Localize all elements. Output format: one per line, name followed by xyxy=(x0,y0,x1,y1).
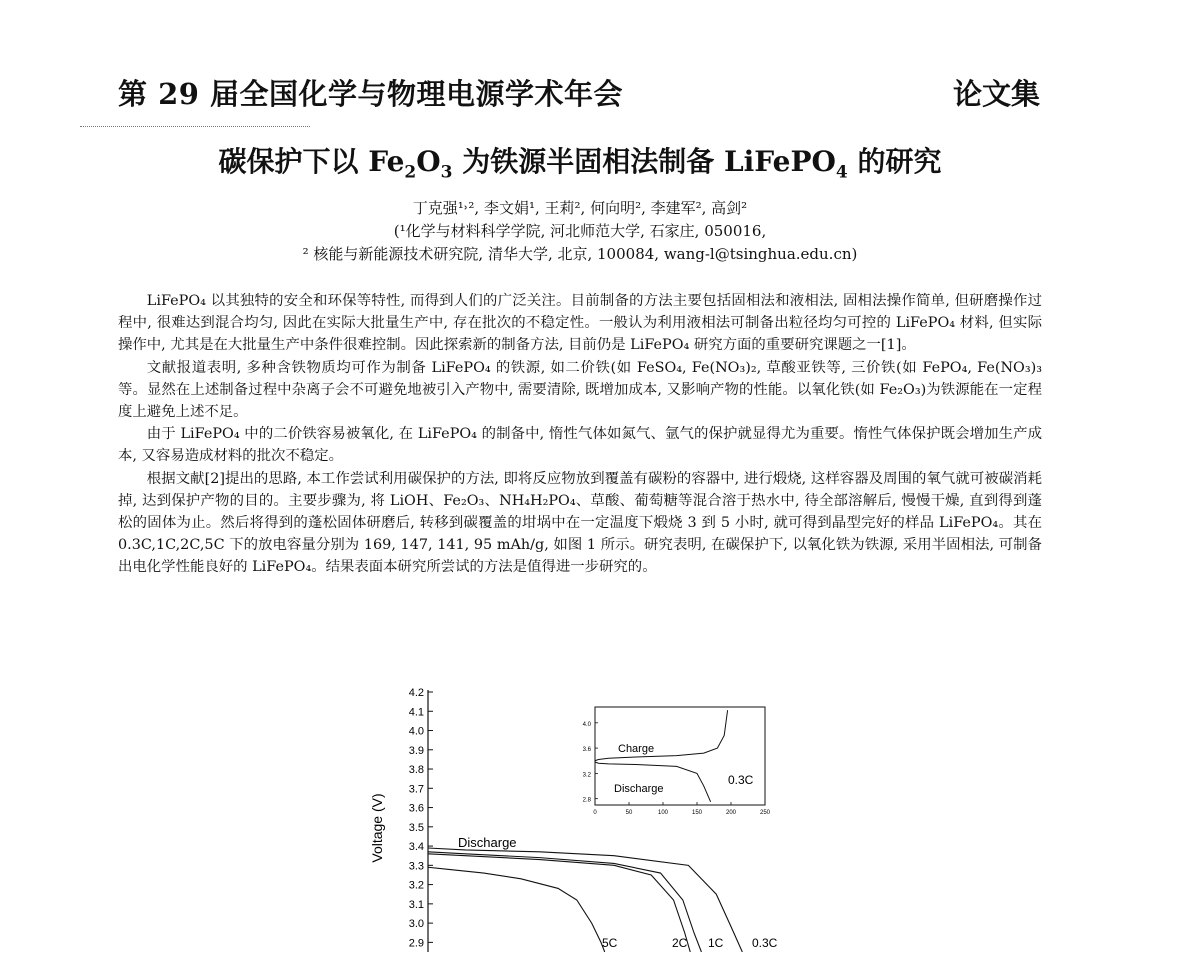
y-tick-label: 3.4 xyxy=(408,841,424,854)
y-tick-label: 3.0 xyxy=(408,918,424,931)
y-tick-label: 2.9 xyxy=(408,937,424,950)
body-text xyxy=(118,290,1042,579)
header-rule xyxy=(80,126,310,127)
inset-discharge-label: Discharge xyxy=(614,783,664,795)
discharge-label: Discharge xyxy=(458,835,517,850)
figure-1 xyxy=(370,680,800,952)
y-tick-label: 3.1 xyxy=(408,898,424,911)
y-tick-label: 3.9 xyxy=(408,744,424,757)
series-line-1C xyxy=(428,852,701,952)
inset-x-tick-label: 250 xyxy=(759,810,771,816)
y-tick-label: 4.2 xyxy=(408,687,424,699)
affiliation-2: ² 核能与新能源技术研究院, 清华大学, 北京, 100084, wang-l@tsinghua.edu.cn) xyxy=(302,245,858,263)
paragraph-1: LiFePO₄ 以其独特的安全和环保等特性, 而得到人们的广泛关注。目前制备的方法主要包括固相法和液相法, 固相法操作简单, 但研磨操作过程中, 很难达到混合均匀, 因此在实际大批量生产中, 存在批次的不稳定性。一般认为利用液相法可制备出粒径均匀可控的 LiFePO₄ 材料, 但实际操作中, 尤其是在大批量生产中条件很难控制。因此探索新的制备方法, 目前仍是 LiFePO₄ 研究方面的重要研究课题之一[1]。 xyxy=(118,293,1042,354)
inset-x-tick-label: 100 xyxy=(657,810,669,816)
inset-x-tick-label: 50 xyxy=(625,810,633,816)
series-line-5C xyxy=(428,867,605,952)
inset-y-tick-label: 4.0 xyxy=(582,721,591,728)
authors: 丁克强¹˒², 李文娟¹, 王莉², 何向明², 李建军², 高剑² xyxy=(412,199,748,217)
paper-title: 碳保护下以 $Fe_2O_3$ 为铁源半固相法制备 LiFePO$_4$ 的研究 xyxy=(218,145,942,183)
y-tick-label: 3.6 xyxy=(408,802,424,815)
y-tick-label: 3.3 xyxy=(408,860,424,873)
series-label-1C: 1C xyxy=(708,936,724,950)
conference-title: 第 29 届全国化学与物理电源学术年会 xyxy=(118,77,624,111)
series-line-2C xyxy=(428,854,690,952)
inset-x-tick-label: 0 xyxy=(593,810,597,816)
y-tick-label: 3.7 xyxy=(408,783,424,796)
inset-charge-line xyxy=(595,710,728,761)
y-tick-label: 3.5 xyxy=(408,821,424,834)
inset-y-tick-label: 3.2 xyxy=(582,772,591,779)
inset-discharge-line xyxy=(595,762,711,802)
inset-charge-label: Charge xyxy=(618,743,655,755)
inset-x-tick-label: 150 xyxy=(691,810,703,816)
y-tick-label: 3.8 xyxy=(408,764,424,777)
discharge-chart xyxy=(370,680,800,952)
inset-y-tick-label: 3.6 xyxy=(582,747,591,754)
y-axis-label: Voltage (V) xyxy=(370,793,385,863)
y-tick-label: 3.2 xyxy=(408,879,424,892)
series-label-2C: 2C xyxy=(672,936,688,950)
volume-title: 论文集 xyxy=(952,77,1040,111)
paragraph-2: 文献报道表明, 多种含铁物质均可作为制备 LiFePO₄ 的铁源, 如二价铁(如 FeSO₄, Fe(NO₃)₂, 草酸亚铁等, 三价铁(如 FePO₄, Fe(NO₃)₃ 等。显然在上述制备过程中杂离子会不可避免地被引入产物中, 需要清除, 既增加成本, 又影响产物的性能。以氧化铁(如 Fe₂O₃)为铁源能在一定程度上避免上述不足。 xyxy=(118,359,1042,421)
affiliation-1: (¹化学与材料科学学院, 河北师范大学, 石家庄, 050016, xyxy=(393,222,767,240)
series-label-0_3C: 0.3C xyxy=(752,936,778,950)
inset-y-tick-label: 2.8 xyxy=(582,797,591,804)
series-label-5C: 5C xyxy=(602,936,618,950)
y-tick-label: 4.1 xyxy=(408,706,424,719)
inset-rate-label: 0.3C xyxy=(728,773,754,787)
paragraph-4: 根据文献[2]提出的思路, 本工作尝试利用碳保护的方法, 即将反应物放到覆盖有碳粉的容器中, 进行煅烧, 这样容器及周围的氧气就可被碳消耗掉, 达到保护产物的目的。主要步骤为, 将 LiOH、Fe₂O₃、NH₄H₂PO₄、草酸、葡萄糖等混合溶于热水中, 待全部溶解后, 慢慢干燥, 直到得到蓬松的固体为止。然后将得到的蓬松固体研磨后, 转移到碳覆盖的坩埚中在一定温度下煅烧 3 到 5 小时, 就可得到晶型完好的样品 LiFePO₄。其在 0.3C,1C,2C,5C 下的放电容量分别为 169, 147, 141, 95 mAh/g, 如图 1 所示。研究表明, 在碳保护下, 以氧化铁为铁源, 采用半固相法, 可制备出电化学性能良好的 LiFePO₄。结果表面本研究所尝试的方法是值得进一步研究的。 xyxy=(118,470,1042,576)
paragraph-3: 由于 LiFePO₄ 中的二价铁容易被氧化, 在 LiFePO₄ 的制备中, 惰性气体如氮气、氩气的保护就显得尤为重要。惰性气体保护既会增加生产成本, 又容易造成材料的批次不稳定。 xyxy=(118,426,1042,465)
y-tick-label: 4.0 xyxy=(408,725,424,738)
inset-x-tick-label: 200 xyxy=(725,810,737,816)
